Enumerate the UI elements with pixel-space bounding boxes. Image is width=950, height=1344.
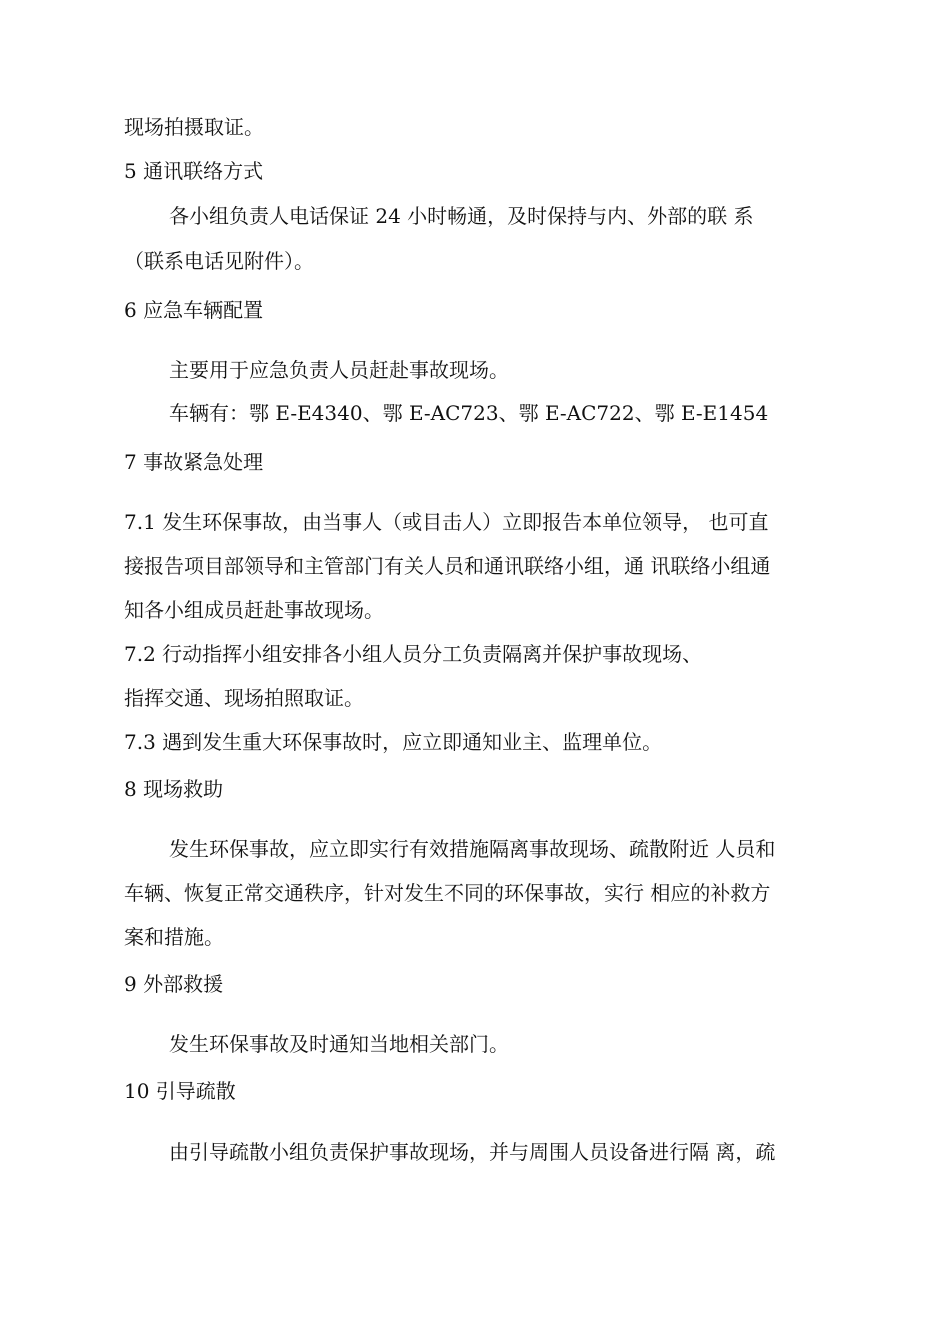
vehicle-list-line: 车辆有：鄂 E-E4340、鄂 E-AC723、鄂 E-AC722、鄂 E-E1454 bbox=[169, 401, 769, 425]
text-line: 接报告项目部领导和主管部门有关人员和通讯联络小组，通 讯联络小组通 bbox=[124, 554, 771, 578]
text-line: 主要用于应急负责人员赶赴事故现场。 bbox=[169, 358, 509, 382]
text-line: 车辆、恢复正常交通秩序，针对发生不同的环保事故，实行 相应的补救方 bbox=[124, 881, 771, 905]
section-heading-8: 8 现场救助 bbox=[124, 777, 224, 801]
section-heading-7: 7 事故紧急处理 bbox=[124, 450, 264, 474]
section-heading-5: 5 通讯联络方式 bbox=[124, 159, 264, 183]
text-line: 各小组负责人电话保证 24 小时畅通，及时保持与内、外部的联 系 bbox=[169, 204, 754, 228]
text-line: 案和措施。 bbox=[124, 925, 224, 949]
section-heading-9: 9 外部救援 bbox=[124, 972, 224, 996]
text-line: 7.2 行动指挥小组安排各小组人员分工负责隔离并保护事故现场、 bbox=[124, 642, 703, 666]
text-line: 发生环保事故及时通知当地相关部门。 bbox=[169, 1032, 509, 1056]
text-line: 7.3 遇到发生重大环保事故时，应立即通知业主、监理单位。 bbox=[124, 730, 663, 754]
text-line: 7.1 发生环保事故，由当事人（或目击人）立即报告本单位领导， 也可直 bbox=[124, 510, 769, 534]
text-line: 由引导疏散小组负责保护事故现场，并与周围人员设备进行隔 离，疏 bbox=[169, 1140, 776, 1164]
text-line: 知各小组成员赶赴事故现场。 bbox=[124, 598, 384, 622]
text-line: （联系电话见附件）。 bbox=[124, 249, 314, 273]
section-heading-6: 6 应急车辆配置 bbox=[124, 298, 264, 322]
text-line: 发生环保事故，应立即实行有效措施隔离事故现场、疏散附近 人员和 bbox=[169, 837, 776, 861]
text-line: 指挥交通、现场拍照取证。 bbox=[124, 686, 364, 710]
text-line: 现场拍摄取证。 bbox=[124, 115, 264, 139]
section-heading-10: 10 引导疏散 bbox=[124, 1079, 236, 1103]
